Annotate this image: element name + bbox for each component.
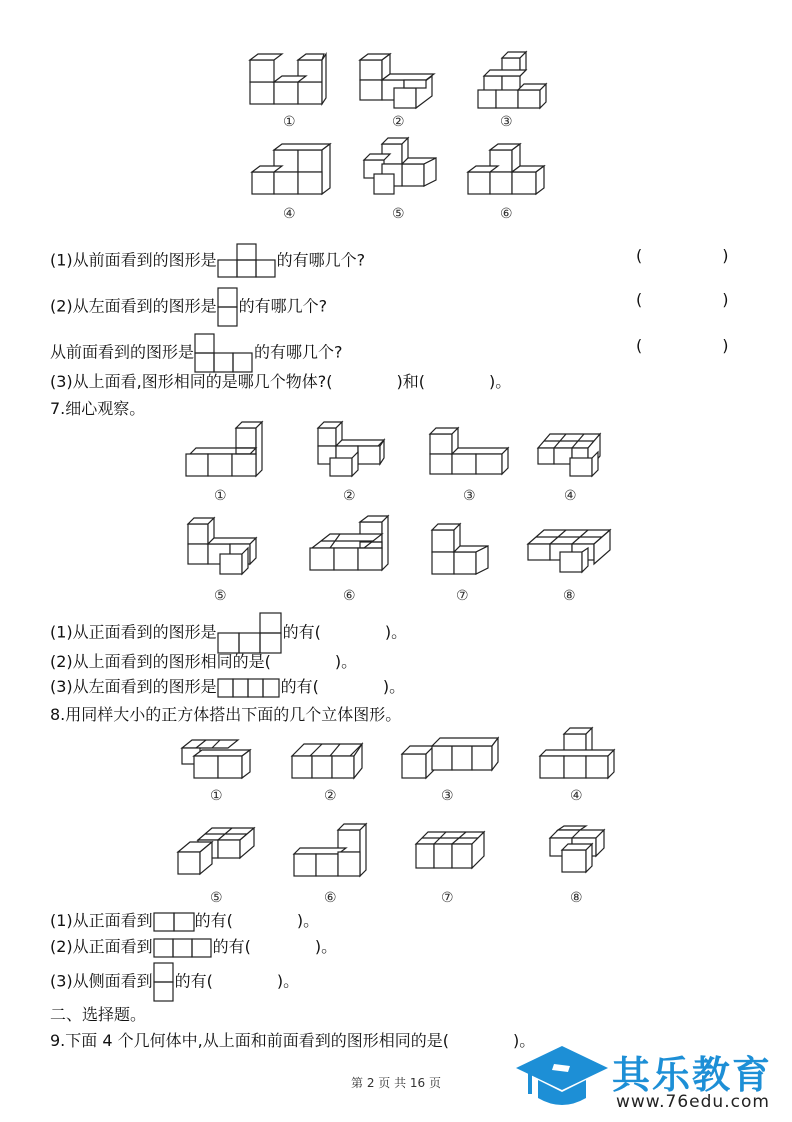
q8-figure-1 xyxy=(180,738,254,782)
q6-sub1-shape xyxy=(217,243,277,279)
q8-sub2-text: (2)从正面看到 xyxy=(50,937,153,956)
q7-label-7: ⑦ xyxy=(456,588,469,604)
q6-sub2-text: (2)从左面看到的图形是 xyxy=(50,296,217,316)
q6-sub2b-shape xyxy=(194,333,254,373)
q6-sub2b-text: 从前面看到的图形是 xyxy=(50,342,195,362)
q7-sub1-text: (1)从正面看到的图形是 xyxy=(50,622,217,642)
q7-figure-6 xyxy=(308,514,390,576)
graduation-cap-icon xyxy=(514,1044,610,1114)
q8-label-6: ⑥ xyxy=(324,890,337,906)
q7-figure-8 xyxy=(526,526,614,576)
q8-label-7: ⑦ xyxy=(441,890,454,906)
q8-figure-3 xyxy=(400,736,498,782)
q7-sub1-tail: 的有( )。 xyxy=(282,622,408,642)
q8-figure-2 xyxy=(290,740,366,782)
q8-figure-7 xyxy=(412,828,488,874)
q7-figure-3 xyxy=(428,428,512,478)
q7-figure-5 xyxy=(186,518,260,576)
q6-figure-5 xyxy=(360,138,440,198)
q8-figure-6 xyxy=(292,822,370,880)
q7-figure-4 xyxy=(536,430,604,480)
q6-label-5: ⑤ xyxy=(392,206,405,222)
q8-sub1-tail: 的有( )。 xyxy=(194,911,320,930)
q6-sub2-tail: 的有哪几个? xyxy=(238,296,328,316)
q8-sub1-shape xyxy=(153,912,195,932)
q6-sub1 xyxy=(50,243,365,279)
q7-sub3-text: (3)从左面看到的图形是 xyxy=(50,677,217,696)
q7-sub1 xyxy=(50,612,407,654)
q7-figure-2 xyxy=(316,422,388,478)
q6-sub2-shape xyxy=(217,287,239,327)
q8-sub2 xyxy=(50,936,337,958)
q8-title: 8.用同样大小的正方体搭出下面的几个立体图形。 xyxy=(50,705,402,724)
page-footer: 第 2 页 共 16 页 xyxy=(351,1076,441,1090)
q6-sub1-answer[interactable]: ( ) xyxy=(636,246,729,265)
q8-sub2-shape xyxy=(153,938,213,958)
q8-label-8: ⑧ xyxy=(570,890,583,906)
q8-figure-5 xyxy=(176,826,258,878)
section-2-heading: 二、选择题。 xyxy=(50,1005,147,1024)
q6-sub1-text: (1)从前面看到的图形是 xyxy=(50,250,217,270)
q8-sub2-tail: 的有( )。 xyxy=(212,937,338,956)
q7-sub3 xyxy=(50,676,405,698)
q8-label-3: ③ xyxy=(441,788,454,804)
q7-label-6: ⑥ xyxy=(343,588,356,604)
q6-sub2b-answer[interactable]: ( ) xyxy=(636,336,729,355)
q7-label-8: ⑧ xyxy=(563,588,576,604)
q8-sub1 xyxy=(50,910,319,932)
q8-label-1: ① xyxy=(210,788,223,804)
q6-figure-6 xyxy=(466,142,546,198)
q8-sub3-text: (3)从侧面看到 xyxy=(50,971,153,991)
q6-sub2-answer[interactable]: ( ) xyxy=(636,290,729,309)
q8-figure-4 xyxy=(538,726,618,782)
q9-text: 9.下面 4 个几何体中,从上面和前面看到的图形相同的是( )。 xyxy=(50,1031,536,1050)
q6-label-4: ④ xyxy=(283,206,296,222)
q7-sub2: (2)从上面看到的图形相同的是( )。 xyxy=(50,652,358,671)
q6-figure-1 xyxy=(248,52,328,108)
q6-sub2 xyxy=(50,287,327,327)
q7-title: 7.细心观察。 xyxy=(50,399,146,418)
q8-label-2: ② xyxy=(324,788,337,804)
q7-label-2: ② xyxy=(343,488,356,504)
q7-label-1: ① xyxy=(214,488,227,504)
q7-label-5: ⑤ xyxy=(214,588,227,604)
q8-sub3 xyxy=(50,962,299,1002)
q8-label-4: ④ xyxy=(570,788,583,804)
q6-label-2: ② xyxy=(392,114,405,130)
q7-figure-1 xyxy=(184,420,270,480)
q7-label-3: ③ xyxy=(463,488,476,504)
q6-sub3: (3)从上面看,图形相同的是哪几个物体?( )和( )。 xyxy=(50,372,512,391)
q6-figure-3 xyxy=(474,52,554,112)
q6-figure-4 xyxy=(250,142,330,198)
q6-sub2b xyxy=(50,333,343,373)
q8-figure-8 xyxy=(546,824,608,876)
logo-url: www.76edu.com xyxy=(616,1092,770,1112)
q6-sub1-tail: 的有哪几个? xyxy=(276,250,366,270)
q8-label-5: ⑤ xyxy=(210,890,223,906)
q7-sub3-shape xyxy=(217,678,281,698)
q7-sub3-tail: 的有( )。 xyxy=(280,677,406,696)
q7-sub1-shape xyxy=(217,612,283,654)
q7-label-4: ④ xyxy=(564,488,577,504)
q6-label-1: ① xyxy=(283,114,296,130)
q6-sub2b-tail: 的有哪几个? xyxy=(254,342,343,362)
q6-label-3: ③ xyxy=(500,114,513,130)
q8-sub1-text: (1)从正面看到 xyxy=(50,911,153,930)
q6-label-6: ⑥ xyxy=(500,206,513,222)
q8-sub3-tail: 的有( )。 xyxy=(174,971,300,991)
q6-figure-2 xyxy=(358,52,438,112)
logo-name: 其乐教育 xyxy=(612,1053,773,1097)
q8-sub3-shape xyxy=(153,962,175,1002)
q7-figure-7 xyxy=(430,522,492,578)
